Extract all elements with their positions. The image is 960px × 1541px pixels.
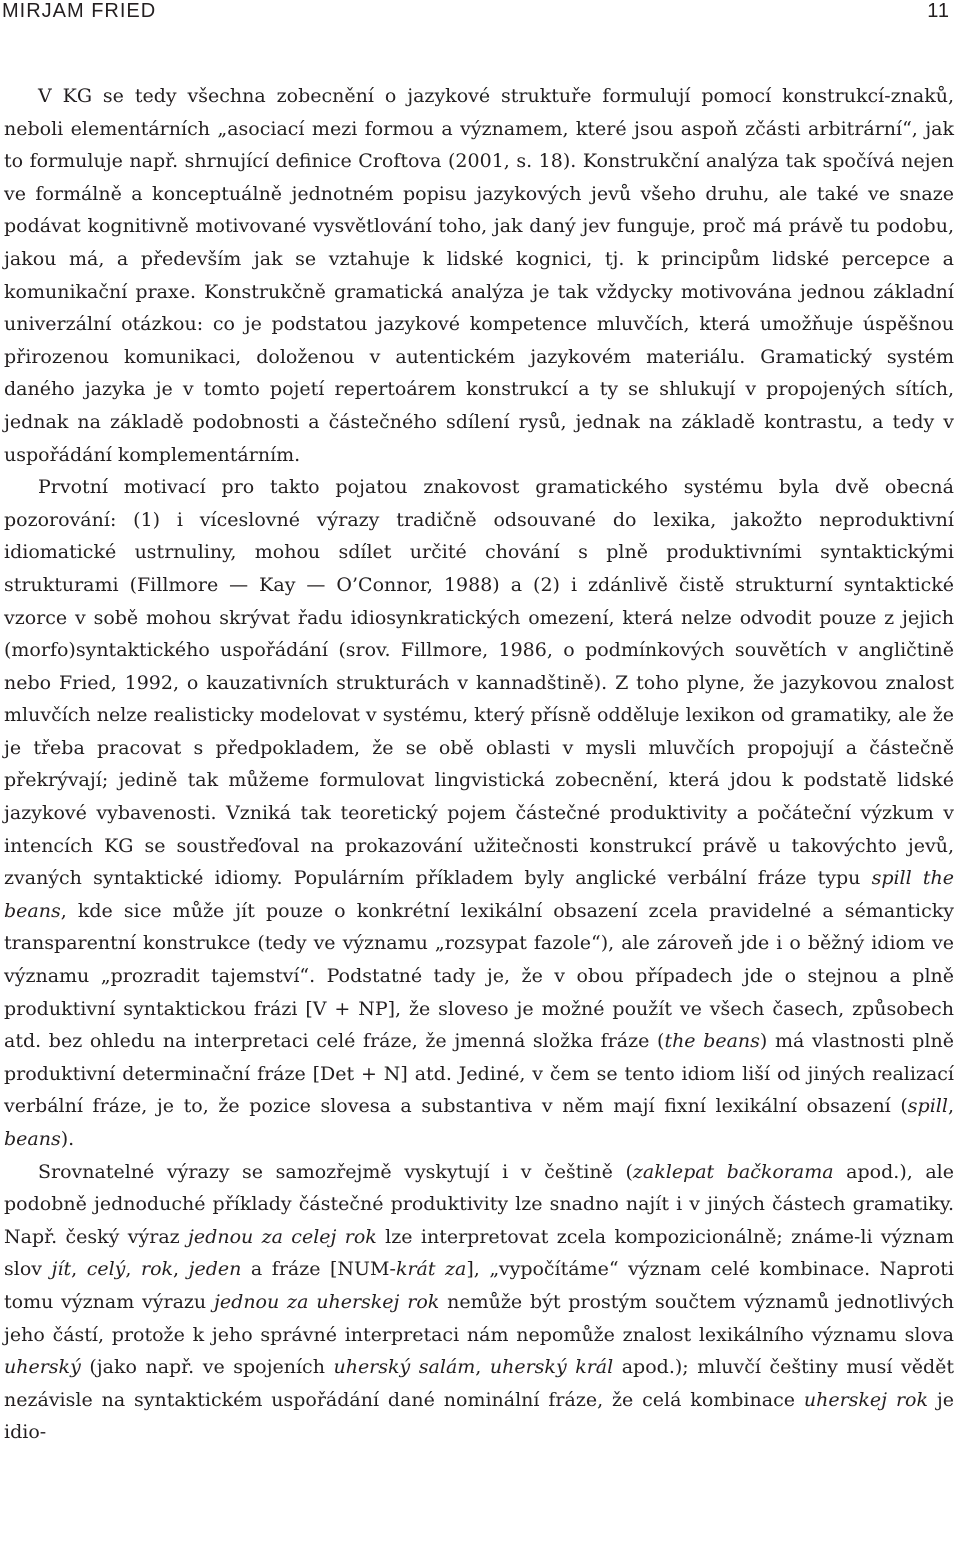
italic-example: jednou za uherskej rok (214, 1290, 440, 1313)
paragraph-2 (4, 471, 954, 1155)
italic-example: celý (86, 1258, 126, 1281)
italic-example: zaklepat bačkorama (632, 1160, 834, 1183)
italic-example: beans (4, 1128, 61, 1150)
italic-example: uherský salám (333, 1356, 476, 1379)
paragraph-1 (4, 80, 954, 471)
text-segment: apod.); mluvčí češtiny musí vědět nezávisle na syntaktickém uspořádání dané nominální fráze, že celá kombinace (4, 1356, 954, 1411)
italic-example: jít (51, 1258, 72, 1281)
italic-example: spill the beans (4, 867, 954, 922)
text-segment: ], „vypočítáme“ význam celé kombinace. Naproti tomu význam výrazu (4, 1258, 954, 1313)
text-segment: lze interpretovat zcela kompozicionálně; známe-li význam slov (4, 1225, 954, 1281)
text-segment: (jako např. ve spojeních (80, 1356, 334, 1379)
text-segment: , (173, 1258, 189, 1281)
text-segment: , (475, 1356, 490, 1379)
text-segment: je idio- (4, 1388, 955, 1444)
italic-example: uherský (4, 1356, 81, 1379)
text-segment: , kde sice může jít pouze o konkrétní lexikální obsazení zcela pravidelné a sémanticky transparentní konstrukce (tedy ve významu „rozsypat fazole“), ale zároveň jde i o běžný idiom ve významu „prozradit tajemství“. Podstatné tady je, že v obou případech jde o stejnou a plně produktivní syntaktickou frázi [V + NP], že sloveso je možné použít ve všech časech, způsobech atd. bez ohledu na interpretaci celé fráze, že jmenná složka fráze ( (4, 899, 954, 1053)
text-segment: a fráze [NUM- (241, 1258, 396, 1281)
italic-example: krát za (395, 1258, 467, 1281)
body-text (4, 80, 954, 1449)
text-segment: ) má vlastnosti plně produktivní determinační fráze [Det + N] atd. Jediné, v čem se tento idiom liší od jiných realizací verbální fráze, je to, že pozice slovesa a substantiva v něm mají fixní lexikální obsazení ( (4, 1030, 954, 1118)
text-segment: ). (60, 1128, 75, 1150)
text-segment: , (125, 1258, 141, 1281)
italic-example: jeden (188, 1258, 242, 1281)
text-segment: nemůže být prostým součtem významů jednotlivých jeho částí, protože k jeho správné interpretaci nám nepomůže znalost lexikálního významu slova (4, 1290, 954, 1346)
italic-example: jednou za celej rok (188, 1225, 377, 1248)
paragraph-3 (4, 1156, 954, 1449)
running-header (0, 0, 960, 28)
italic-example: uherskej rok (803, 1388, 928, 1411)
italic-example: rok (141, 1258, 174, 1281)
text-segment: Prvotní motivací pro takto pojatou znakovost gramatického systému byla dvě obecná pozorování: (1) i víceslovné výrazy tradičně odsouvané do lexika, jakožto neproduktivní idiomatické ustrnuliny, mohou sdílet určité chování s plně produktivními syntaktickými strukturami (Fillmore — Kay — O’Connor, 1988) a (2) i zdánlivě čistě strukturní syntaktické vzorce v sobě mohou skrývat řadu idiosynkratických omezení, která nelze odvodit pouze z jejich (morfo)syntaktického uspořádání (srov. Fillmore, 1986, o podmínkových souvětích v angličtině nebo Fried, 1992, o kauzativních strukturách v kannadštině). Z toho plyne, že jazykovou znalost mluvčích nelze realisticky modelovat v systému, který přísně odděluje lexikon od gramatiky, ale že je třeba pracovat s předpokladem, že se obě oblasti v mysli mluvčích propojují a částečně překrývají; jedině tak můžeme formulovat lingvistická zobecnění, která jdou k podstatě lidské jazykové vybavenosti. Vzniká tak teoretický pojem částečné produktivity a počáteční výzkum v intencích KG se soustřeďoval na prokazování užitečnosti konstrukcí právě u takovýchto jevů, zvaných syntaktické idiomy. Populárním příkladem byly anglické verbální fráze typu (4, 476, 954, 890)
italic-example: uherský král (489, 1356, 614, 1379)
text-segment: V KG se tedy všechna zobecnění o jazykové struktuře formulují pomocí konstrukcí-znaků, neboli elementárních „asociací mezi formou a významem, které jsou aspoň zčásti arbitrární“, jak to formuluje např. shrnující definice Croftova (2001, s. 18). Konstrukční analýza tak spočívá nejen ve formálně a konceptuálně jednotném popisu jazykových jevů všeho druhu, ale také ve snaze podávat kognitivně motivované vysvětlování toho, jak daný jev funguje, proč má právě tu podobu, jakou má, a především jak se vztahuje k lidské kognici, tj. k principům lidské percepce a komunikační praxe. Konstrukčně gramatická analýza je tak vždycky motivována jednou základní univerzální otázkou: co je podstatou jazykové kompetence mluvčích, která umožňuje úspěšnou přirozenou komunikaci, doloženou v autentickém jazykovém materiálu. Gramatický systém daného jazyka je v tomto pojetí repertoárem konstrukcí a ty se shlukují v propojených sítích, jednak na základě podobnosti a částečného sdílení rysů, jednak na základě kontrastu, a tedy v uspořádání komplementárním. (4, 85, 954, 466)
text-segment: , (71, 1258, 87, 1281)
page-number: 11 (927, 0, 950, 22)
italic-example: the beans (664, 1030, 760, 1053)
text-segment: apod.), ale podobně jednoduché příklady částečné produktivity lze snadno najít i v jiných částech gramatiky. Např. český výraz (4, 1160, 954, 1248)
text-segment: Srovnatelné výrazy se samozřejmě vyskytují i v češtině ( (38, 1160, 633, 1183)
text-segment: , (947, 1095, 954, 1118)
running-header-author: MIRJAM FRIED (2, 0, 157, 22)
italic-example: spill (907, 1095, 948, 1118)
